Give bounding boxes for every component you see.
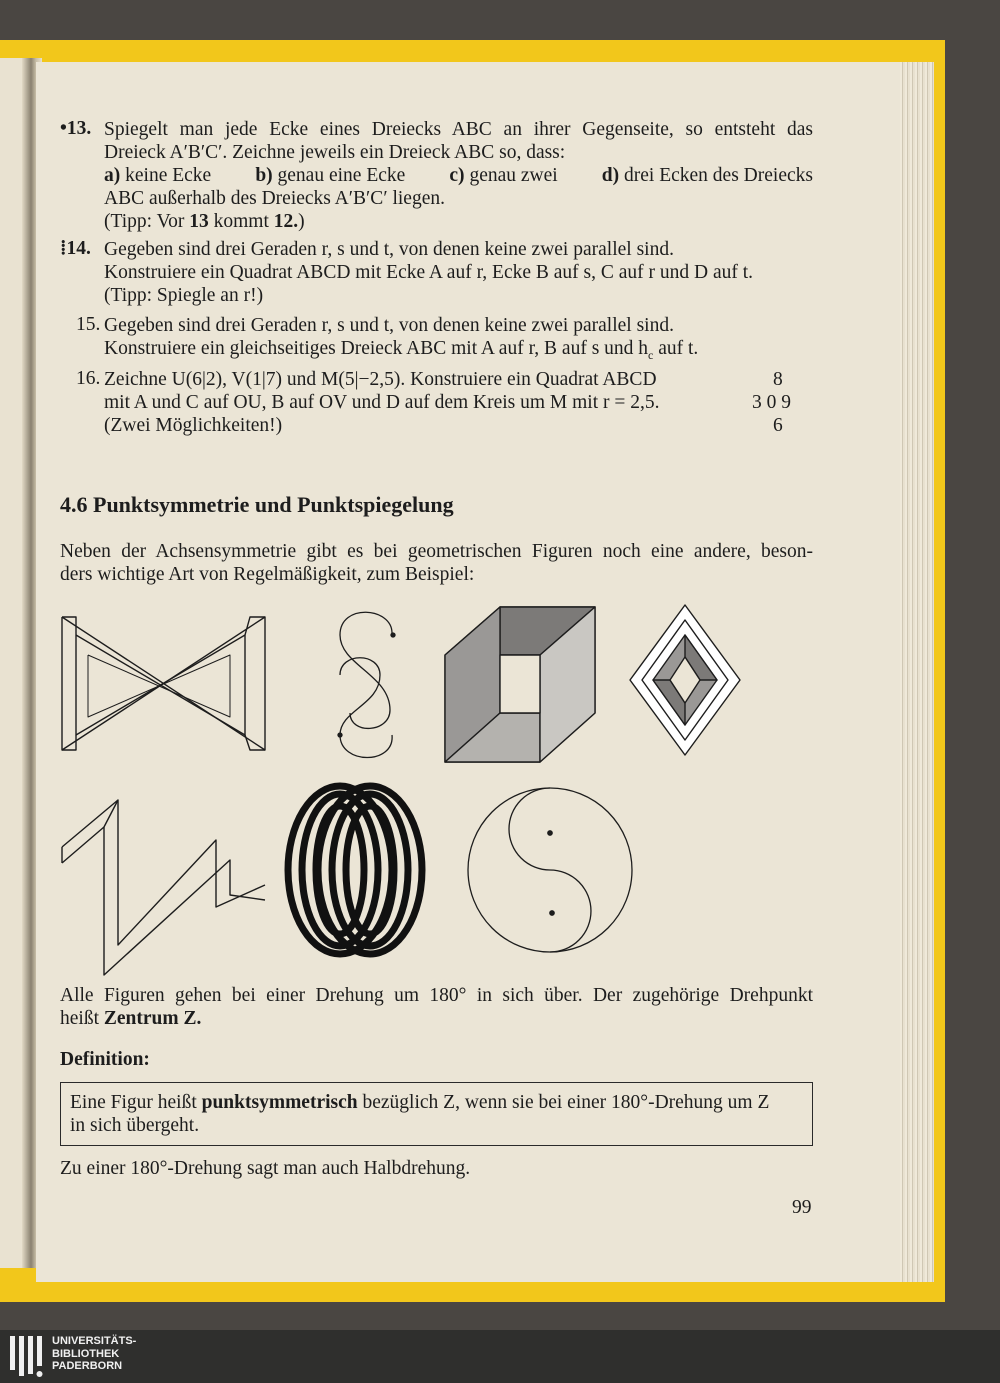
section-title: Punktsymmetrie und Punktspiegelung [93,492,454,517]
option-b-text: genau eine Ecke [277,165,406,186]
definition-text-end: bezüglich Z, wenn sie bei einer 180°-Drehung um Z [357,1092,770,1113]
exercise-13-line-2: Dreieck A′B′C′. Zeichne jeweils ein Dreieck ABC so, dass: [104,142,566,163]
exercise-15-number: 15. [76,314,101,335]
margin-code-top: 8 [773,369,783,390]
exercise-14-line-1: Gegeben sind drei Geraden r, s und t, von denen keine zwei parallel sind. [104,239,674,260]
definition-line-1 [70,1091,769,1114]
exercise-13-options [104,164,813,187]
margin-code-mid: 3 0 9 [752,392,791,413]
library-logo-icon [10,1336,46,1378]
exercise-16-line-2: mit A und C auf OU, B auf OV und D auf dem Kreis um M mit r = 2,5. [104,392,660,413]
option-c-text: genau zwei [469,165,558,186]
exercise-15-line-2 [104,337,698,367]
tip-ref-13: 13 [189,211,209,232]
exercise-16-number: 16. [76,368,101,389]
paragraph-sign-figure [338,612,395,757]
exercise-13-line-4: ABC außerhalb des Dreiecks A′B′C′ liegen. [104,188,445,209]
exercise-14-line-3: (Tipp: Spiegle an r!) [104,285,264,306]
exercise-16-line-3: (Zwei Möglichkeiten!) [104,415,283,436]
intro-line-1: Neben der Achsensymmetrie gibt es bei geometrischen Figuren noch eine andere, beson- [60,541,813,562]
section-number: 4.6 [60,492,88,517]
halbdrehung-note: Zu einer 180°-Drehung sagt man auch Halbdrehung. [60,1158,471,1179]
section-heading [60,492,454,518]
page-number: 99 [792,1197,812,1218]
option-b-label: b) [255,165,273,186]
library-name [52,1335,136,1373]
open-box-cube-figure [445,607,595,762]
option-a-text: keine Ecke [125,165,212,186]
exercise-13-line-1: Spiegelt man jede Ecke eines Dreiecks ABC an ihrer Gegenseite, so entsteht das [104,119,813,140]
exercise-16-line-1: Zeichne U(6|2), V(1|7) und M(5|−2,5). Konstruiere ein Quadrat ABCD [104,369,657,390]
after-figures-line-2 [60,1007,201,1030]
zigzag-figure [62,800,265,975]
after-figures-line-1: Alle Figuren gehen bei einer Drehung um 180° in sich über. Der zugehörige Drehpunkt [60,985,813,1006]
option-a-label: a) [104,165,121,186]
center-term: Zentrum Z. [103,1008,202,1029]
option-c-label: c) [449,165,465,186]
tip-text: (Tipp: Vor [104,211,190,232]
library-name-line-3: PADERBORN [52,1360,123,1372]
page-edges [900,62,934,1282]
yin-yang-figure [468,788,632,952]
exercise-15-text: Konstruiere ein gleichseitiges Dreieck ABC mit A auf r, B auf s und h [104,338,649,359]
margin-code-bottom: 6 [773,415,783,436]
library-name-line-1: UNIVERSITÄTS- [52,1335,137,1347]
exercise-14-number: ⁞14. [60,238,91,259]
library-name-line-2: BIBLIOTHEK [52,1347,120,1360]
exercise-14-line-2: Konstruiere ein Quadrat ABCD mit Ecke A auf r, Ecke B auf s, C auf r und D auf t. [104,262,754,283]
tip-ref-12: 12. [273,211,299,232]
exercise-13-tip [104,210,305,233]
tip-text-mid: kommt [208,211,274,232]
definition-line-2: in sich übergeht. [70,1115,200,1136]
option-d-text: drei Ecken des Dreiecks [624,165,813,186]
exercise-13-number: •13. [60,118,92,139]
definition-text: Eine Figur heißt [70,1092,202,1113]
subscript-c: c [648,347,654,362]
center-text: heißt [60,1008,104,1029]
definition-heading: Definition: [60,1049,150,1070]
library-footer [0,1330,1000,1383]
exercise-15-line-1: Gegeben sind drei Geraden r, s und t, von denen keine zwei parallel sind. [104,315,674,336]
symmetric-figures [40,595,850,985]
intro-line-2: ders wichtige Art von Regelmäßigkeit, zum Beispiel: [60,564,475,585]
definition-term: punktsymmetrisch [201,1092,358,1113]
impossible-bowtie-figure [62,617,265,750]
option-d-label: d) [601,165,620,186]
impossible-rhombus-figure [630,605,740,755]
exercise-15-text-end: auf t. [653,338,699,359]
tip-close: ) [298,211,305,232]
concentric-ovals-figure [288,786,422,954]
